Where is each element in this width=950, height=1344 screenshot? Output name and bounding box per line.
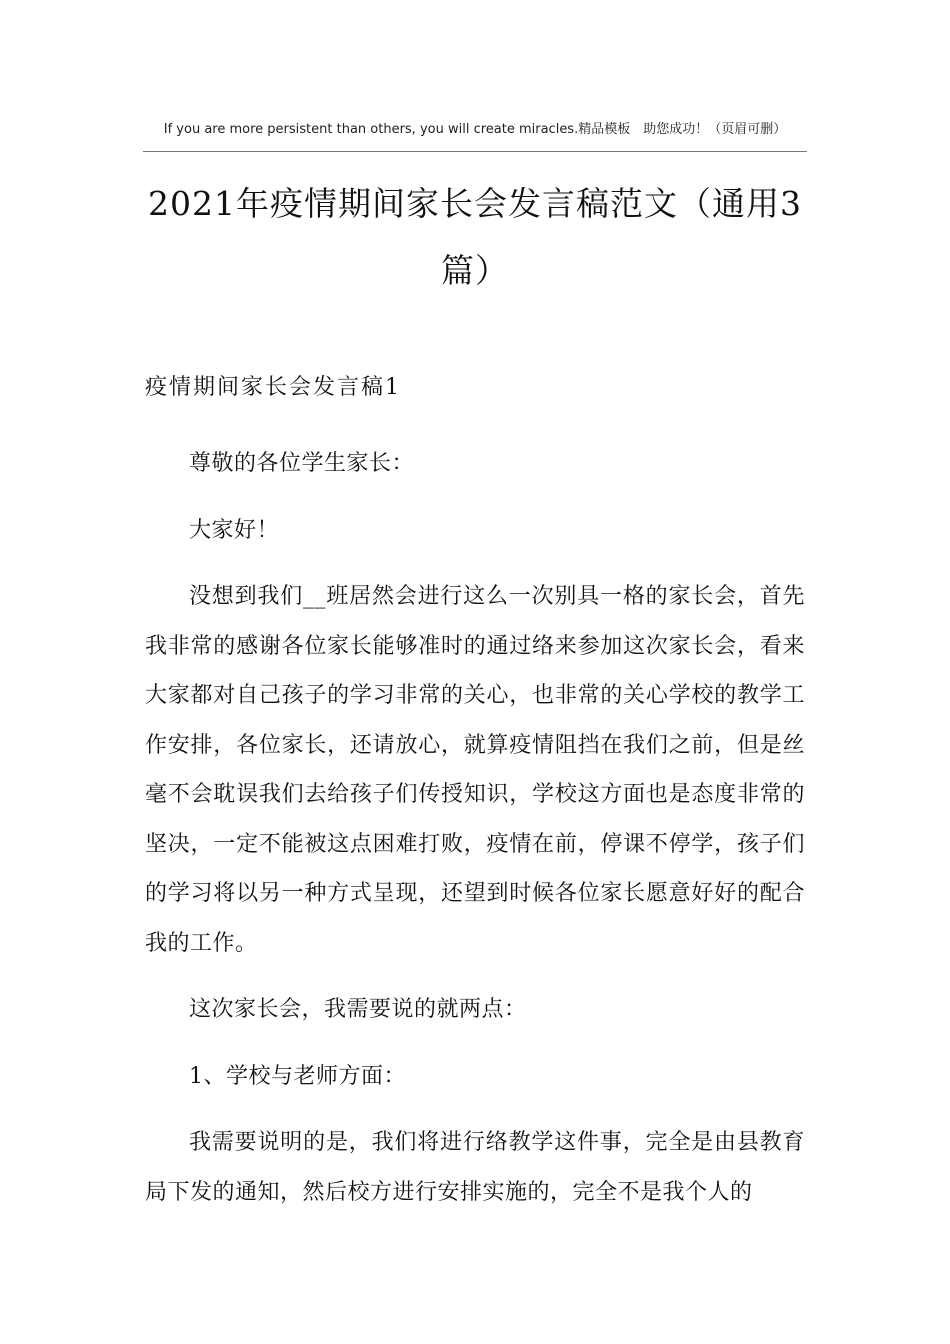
points-intro-paragraph: 这次家长会，我需要说的就两点：	[189, 997, 527, 1022]
header-divider	[143, 151, 807, 152]
section-title: 疫情期间家长会发言稿1	[145, 375, 401, 400]
point-one-heading: 1、学校与老师方面：	[189, 1063, 406, 1089]
intro-paragraph: 没想到我们__班居然会进行这么一次别具一格的家长会，首先我非常的感谢各位家长能够准时的通过络来参加这次家长会，看来大家都对自己孩子的学习非常的关心，也非常的关心学校的教学工作安排，各位家长，还请放心，就算疫情阻挡在我们之前，但是丝毫不会耽误我们去给孩子们传授知识，学校这方面也是态度非常的坚决，一定不能被这点困难打败，疫情在前，停课不停学，孩子们的学习将以另一种方式呈现，还望到时候各位家长愿意好好的配合我的工作。	[145, 584, 805, 956]
salutation-paragraph: 尊敬的各位学生家长：	[189, 451, 415, 476]
page-header-text: If you are more persistent than others, you will create miracles.精品模板 助您成功！（页眉可删）	[163, 122, 787, 137]
point-one-paragraph: 我需要说明的是，我们将进行络教学这件事，完全是由县教育局下发的通知，然后校方进行安排实施的，完全不是我个人的	[145, 1130, 805, 1205]
document-body	[145, 439, 805, 1234]
document-title: 2021年疫情期间家长会发言稿范文（通用3篇）	[148, 184, 802, 290]
greeting-paragraph: 大家好！	[189, 517, 280, 543]
